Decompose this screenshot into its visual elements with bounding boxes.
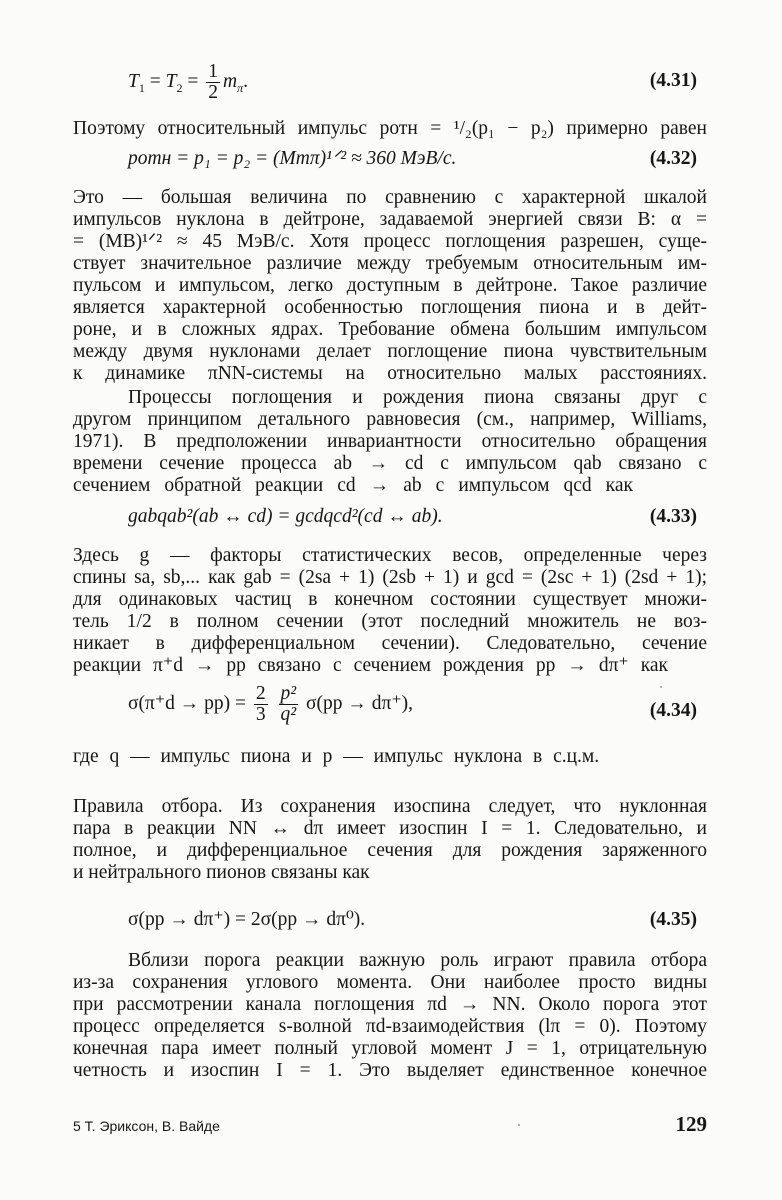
text-line: другом принципом детального равновесия (см., например, Williams, — [73, 409, 707, 430]
text-line: Это — большая величина по сравнению с характерной шкалой — [73, 187, 707, 208]
text-line: роне, и в сложных ядрах. Требование обмена большим импульсом — [73, 319, 707, 340]
text-line: процесс определяется s-волной πd-взаимодействия (lπ = 0). Поэтому — [73, 1016, 707, 1037]
text-line: к динамике πNN-системы на относительно малых расстояниях. — [73, 363, 707, 384]
text-line: = (MB)¹ᐟ² ≈ 45 МэВ/c. Хотя процесс поглощения разрешен, суще- — [73, 231, 707, 252]
equation-number-4-31: (4.31) — [649, 70, 697, 91]
text-line: Поэтому относительный импульс pотн = ¹/₂(p₁ − p₂) примерно равен — [73, 118, 707, 139]
text-line: и нейтрального пионов связаны как — [73, 862, 370, 883]
signature-mark: 5 Т. Эриксон, В. Вайде — [73, 1118, 220, 1134]
eq-rhs: σ(pp → dπ⁺), — [306, 692, 414, 714]
equation-4-31: $T_1 = T_2$ = $\frac{1}{2}$ $m_\pi$. — [128, 61, 248, 103]
text-line: ствует значительное различие между требуемым относительным им- — [73, 253, 707, 274]
equation-4-32: pотн = p₁ = p₂ = (Mmπ)¹ᐟ² ≈ 360 МэВ/c. — [128, 148, 457, 169]
equation-number-4-32: (4.32) — [649, 148, 697, 169]
text-line: четность и изоспин I = 1. Это выделяет единственное конечное — [73, 1060, 707, 1081]
text-line: между двумя нуклонами делает поглощение пиона чувствительным — [73, 341, 707, 362]
text-line: импульсов нуклона в дейтроне, задаваемой энергией связи B: α = — [73, 209, 707, 230]
text-line: Правила отбора. Из сохранения изоспина следует, что нуклонная — [73, 796, 707, 817]
text-line: для одинаковых частиц в конечном состоянии существует множи- — [73, 589, 707, 610]
text-line: сечением обратной реакции cd → ab с импульсом qcd как — [73, 475, 633, 496]
text-line: пульсом и импульсом, легко доступным в дейтроне. Такое различие — [73, 275, 707, 296]
text-line: пара в реакции NN ↔ dπ имеет изоспин I = 1. Следовательно, и — [73, 818, 707, 839]
equation-number-4-34: (4.34) — [649, 700, 697, 721]
equation-4-34 — [128, 684, 413, 725]
text-line: из-за сохранения углового момента. Они наиболее просто видны — [73, 972, 707, 993]
equation-4-33: gabqab²(ab ↔ cd) = gcdqcd²(cd ↔ ab). — [128, 506, 443, 527]
text-line: тель 1/2 в полном сечении (этот последний множитель не воз- — [73, 611, 707, 632]
page-number: 129 — [675, 1112, 707, 1136]
equation-number-4-35: (4.35) — [649, 909, 697, 930]
text-line: где q — импульс пиона и p — импульс нуклона в с.ц.м. — [73, 746, 600, 767]
fraction-p2-q2: $\frac{\text{p²}}{\text{q²}}$ — [280, 683, 297, 725]
text-line: Здесь g — факторы статистических весов, определенные через — [73, 545, 707, 566]
text-line: полное, и дифференциальное сечения для рождения заряженного — [73, 840, 707, 861]
text-line: времени сечение процесса ab → cd с импульсом qab связано с — [73, 453, 707, 474]
scan-speck — [660, 686, 662, 688]
equation-number-4-33: (4.33) — [649, 506, 697, 527]
eq-lhs: σ(π⁺d → pp) = — [128, 692, 247, 714]
text-line: при рассмотрении канала поглощения πd → NN. Около порога этот — [73, 994, 707, 1015]
text-line: конечная пара имеет полный угловой момент J = 1, отрицательную — [73, 1038, 707, 1059]
fraction-two-thirds: $\frac{2}{3}$ — [255, 683, 266, 725]
text-line: 1971). В предположении инвариантности относительно обращения — [73, 431, 707, 452]
text-line: Процессы поглощения и рождения пиона связаны друг с — [128, 387, 707, 408]
scan-speck — [518, 1124, 520, 1126]
equation-4-35: σ(pp → dπ⁺) = 2σ(pp → dπ⁰). — [128, 909, 366, 930]
text-line: спины sa, sb,... как gab = (2sa + 1) (2sb + 1) и gcd = (2sc + 1) (2sd + 1); — [73, 567, 707, 588]
text-line: никает в дифференциальном сечении). Следовательно, сечение — [73, 633, 707, 654]
text-line: реакции π⁺d → pp связано с сечением рождения pp → dπ⁺ как — [73, 655, 668, 676]
text-line: является характерной особенностью поглощения пиона и в дейт- — [73, 297, 707, 318]
text-line: Вблизи порога реакции важную роль играют правила отбора — [128, 950, 707, 971]
